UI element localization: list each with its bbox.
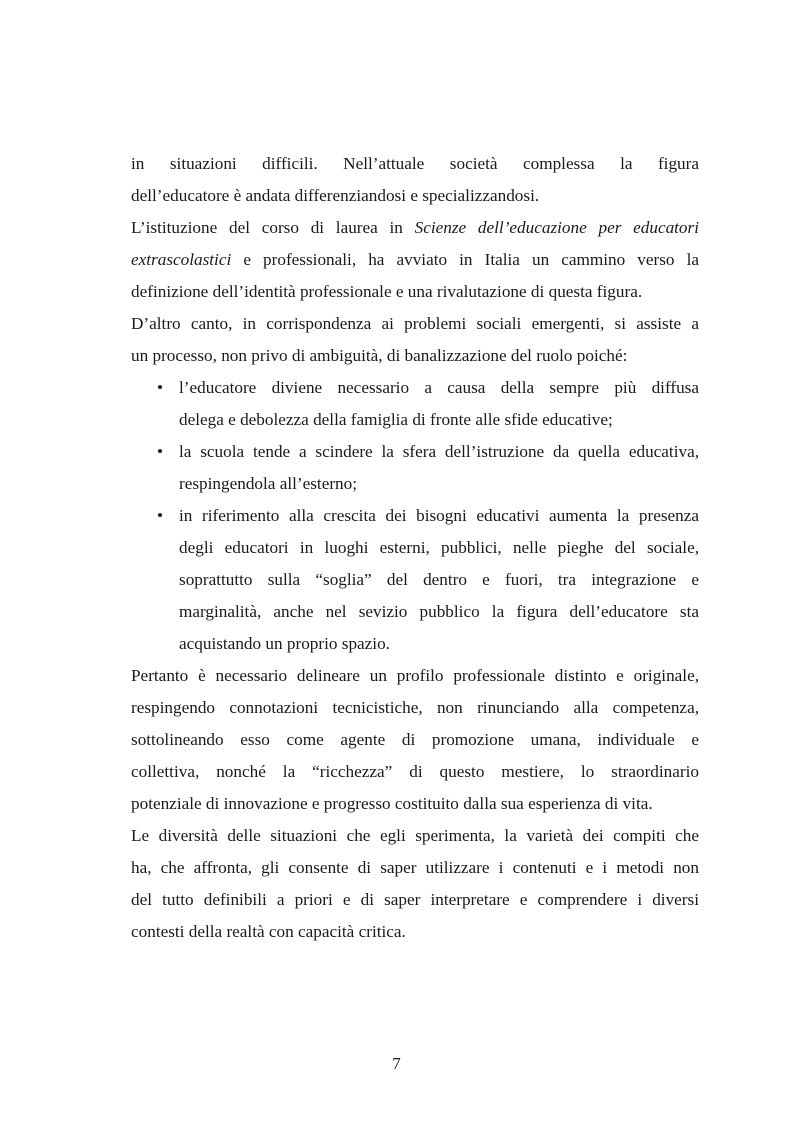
text-line: del tutto definibili a priori e di saper interpretare e comprendere i diversi <box>131 890 699 909</box>
text-line: marginalità, anche nel sevizio pubblico la figura dell’educatore sta <box>179 602 699 621</box>
text-line: delega e debolezza della famiglia di fronte alle sfide educative; <box>179 410 613 429</box>
text-line: potenziale di innovazione e progresso costituito dalla sua esperienza di vita. <box>131 794 653 813</box>
text-line: in situazioni difficili. Nell’attuale società complessa la figura <box>131 154 699 173</box>
text-line <box>131 244 699 276</box>
bullet-item <box>131 372 699 436</box>
text-run: in riferimento alla crescita dei bisogni educativi aumenta la presenza <box>179 506 699 525</box>
text-line: definizione dell’identità professionale e una rivalutazione di questa figura. <box>131 282 643 301</box>
paragraph <box>131 308 699 372</box>
bullet-icon: • <box>157 442 164 461</box>
italic-course-title: extrascolastici <box>131 250 232 269</box>
text-line: ha, che affronta, gli consente di saper utilizzare i contenuti e i metodi non <box>131 858 699 877</box>
text-run: e professionali, ha avviato in Italia un cammino verso la <box>231 250 699 269</box>
text-line <box>131 500 699 532</box>
text-run: L’istituzione del corso di laurea in <box>131 218 415 237</box>
text-line: soprattutto sulla “soglia” del dentro e fuori, tra integrazione e <box>179 570 699 589</box>
italic-course-title: Scienze dell’educazione per educatori <box>414 218 699 237</box>
bullet-item <box>131 436 699 500</box>
paragraph <box>131 148 699 212</box>
text-line: sottolineando esso come agente di promozione umana, individuale e <box>131 730 699 749</box>
text-run: la scuola tende a scindere la sfera dell’istruzione da quella educativa, <box>179 442 699 461</box>
text-line: degli educatori in luoghi esterni, pubblici, nelle pieghe del sociale, <box>179 538 699 557</box>
bullet-icon: • <box>157 378 164 397</box>
text-line: respingendo connotazioni tecnicistiche, non rinunciando alla competenza, <box>131 698 699 717</box>
text-line: D’altro canto, in corrispondenza ai problemi sociali emergenti, si assiste a <box>131 314 699 333</box>
text-line: acquistando un proprio spazio. <box>179 634 390 653</box>
bullet-item <box>131 500 699 660</box>
bullet-list <box>131 372 699 660</box>
text-line <box>131 212 699 244</box>
bullet-icon: • <box>157 506 164 525</box>
text-line: un processo, non privo di ambiguità, di banalizzazione del ruolo poiché: <box>131 346 628 365</box>
paragraph <box>131 820 699 948</box>
text-line: Le diversità delle situazioni che egli sperimenta, la varietà dei compiti che <box>131 826 699 845</box>
page-number: 7 <box>392 1054 401 1073</box>
text-line <box>131 372 699 404</box>
document-body <box>131 148 699 948</box>
text-run: l’educatore diviene necessario a causa della sempre più diffusa <box>179 378 699 397</box>
paragraph <box>131 660 699 820</box>
paragraph <box>131 212 699 308</box>
text-line: Pertanto è necessario delineare un profilo professionale distinto e originale, <box>131 666 699 685</box>
text-line <box>131 436 699 468</box>
text-line: dell’educatore è andata differenziandosi e specializzandosi. <box>131 186 540 205</box>
text-line: contesti della realtà con capacità critica. <box>131 922 406 941</box>
text-line: collettiva, nonché la “ricchezza” di questo mestiere, lo straordinario <box>131 762 699 781</box>
text-line: respingendola all’esterno; <box>179 474 358 493</box>
